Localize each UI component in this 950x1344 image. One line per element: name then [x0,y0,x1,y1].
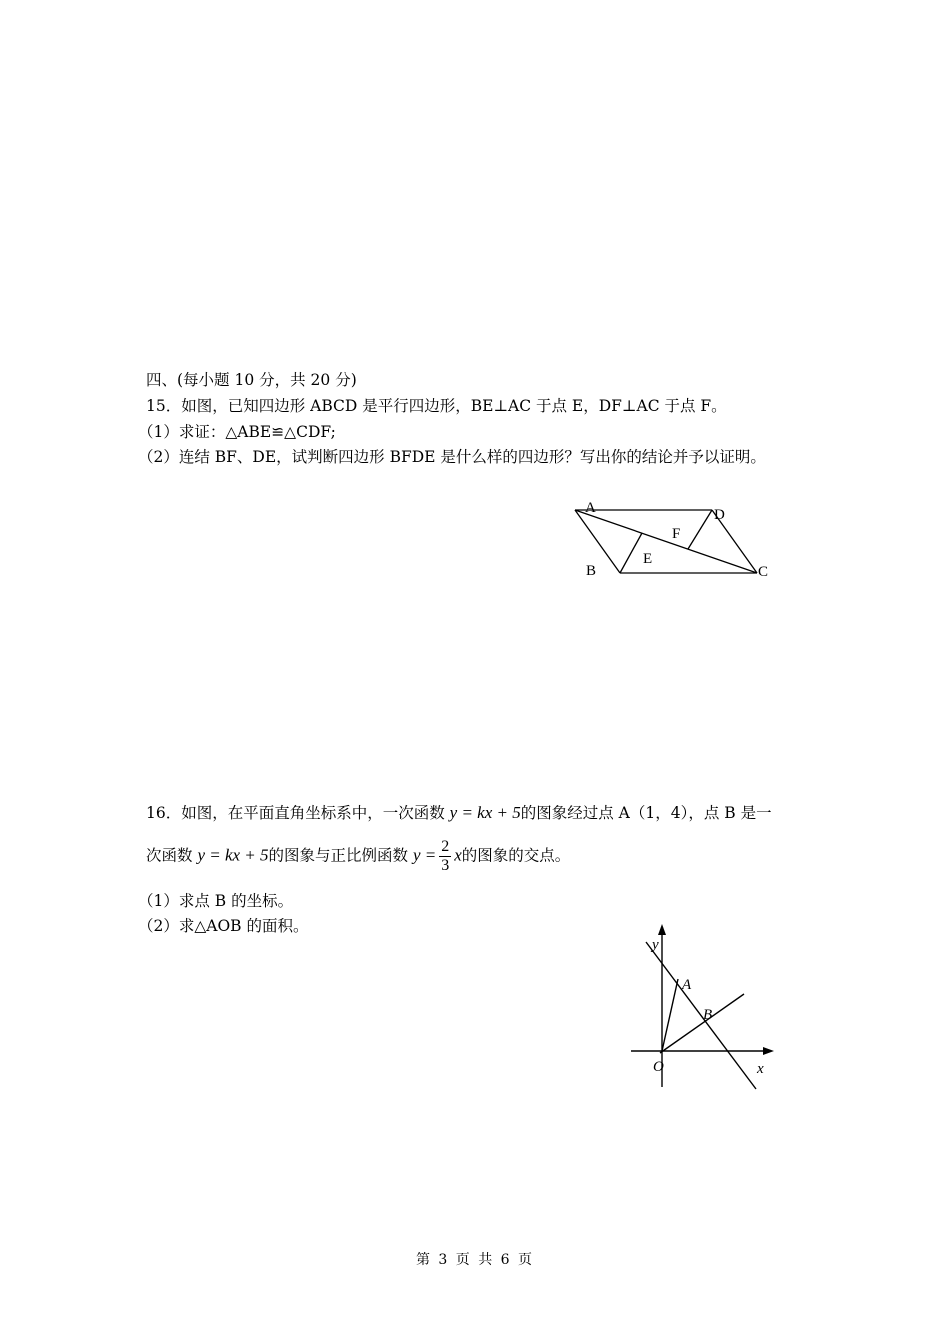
q15-parallelogram-figure [572,498,772,588]
label-x: x [757,1061,764,1077]
q16-line1-post: 的图象经过点 A（1，4），点 B 是一 [520,804,772,822]
label-b: B [586,563,597,579]
side-ab [575,510,620,573]
fraction-two-thirds [439,838,451,875]
segment-df [688,510,712,549]
q16-line2-mid: 的图象与正比例函数 [268,846,413,865]
label-y: y [652,937,659,953]
q15-stem: 15．如图，已知四边形 ABCD 是平行四边形，BE⊥AC 于点 E，DF⊥AC 于点 F。 [146,397,727,415]
section-heading: 四、(每小题 10 分，共 20 分) [146,371,357,389]
q16-line2-pre: 次函数 [146,846,198,865]
q16-line1-pre: 16．如图，在平面直角坐标系中，一次函数 [146,804,450,822]
label-o: O [653,1059,664,1075]
q16-line2-post: 的图象的交点。 [461,846,571,865]
page-footer: 第 3 页 共 6 页 [415,1252,535,1268]
q15-part1: （1）求证：△ABE≌△CDF; [138,423,336,441]
label-f: F [672,526,681,542]
diagonal-ac [575,510,757,573]
q16-coordinate-figure [626,922,786,1092]
segment-be [620,533,642,573]
fraction-denominator: 3 [441,857,450,874]
label-d: D [714,507,725,523]
q16-line2-equation1: y = kx + 5 [197,845,269,865]
segment-oa [662,979,678,1051]
q16-part1: （1）求点 B 的坐标。 [138,892,294,910]
fraction-numerator: 2 [441,838,450,855]
q16-line2-equation2-rhs: x [454,845,462,865]
q16-line2-equation2-lhs: y = [412,845,437,865]
q16-part2: （2）求△AOB 的面积。 [138,917,309,935]
x-axis-arrow [763,1047,774,1055]
q16-line1-equation: y = kx + 5 [449,803,521,822]
label-a: A [682,977,692,993]
label-a: A [585,500,596,516]
q16-line1 [146,801,772,823]
label-e: E [643,551,653,567]
label-c: C [758,564,769,580]
label-b: B [703,1007,713,1023]
q16-line2 [146,838,570,875]
q15-part2: （2）连结 BF、DE，试判断四边形 BFDE 是什么样的四边形？写出你的结论并予以证明。 [138,448,766,466]
y-axis-arrow [658,924,666,935]
